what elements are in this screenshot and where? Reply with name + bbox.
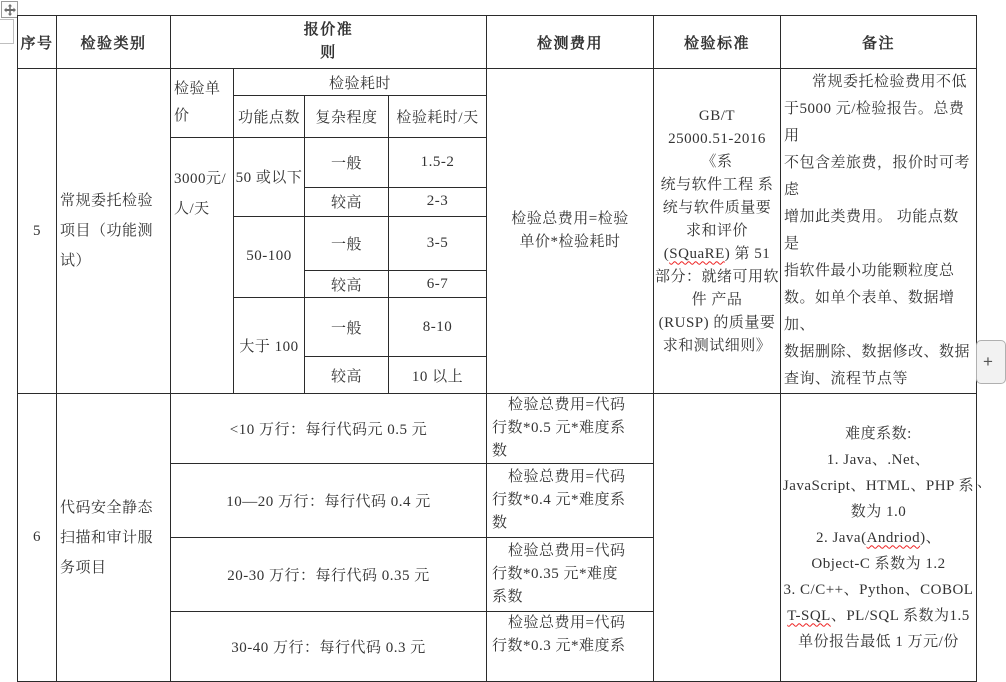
cell-time-header[interactable]: 检验耗时	[234, 69, 487, 96]
cell-fee-6-1[interactable]: 检验总费用=代码 行数*0.5 元*难度系 数	[487, 394, 654, 464]
cell-time[interactable]: 3-5	[389, 216, 487, 271]
col-header-quote-rule[interactable]: 报价准 则	[171, 16, 487, 69]
cell-fee-6-3[interactable]: 检验总费用=代码 行数*0.35 元*难度 系数	[487, 538, 654, 612]
cell-complexity-header[interactable]: 复杂程度	[305, 96, 389, 138]
cell-time[interactable]: 1.5-2	[389, 138, 487, 188]
cell-complexity[interactable]: 一般	[305, 216, 389, 271]
cell-remark-5[interactable]: 常规委托检验费用不低 于5000 元/检验报告。总费用 不包含差旅费，报价时可考虑 增加此类费用。 功能点数是 指软件最小功能颗粒度总 数。如单个表单、数据增加、 数据删除、数据修改、数据 查询、流程节点等	[781, 69, 977, 394]
col-header-category[interactable]: 检验类别	[57, 16, 171, 69]
add-button[interactable]	[976, 340, 1006, 384]
cell-seq-6[interactable]: 6	[18, 394, 57, 682]
cell-standard-5[interactable]: GB/T 25000.51-2016《系 统与软件工程 系 统与软件质量要 求和评价 (SQuaRE) 第 51 部分：就绪可用软 件 产品 (RUSP) 的质量要 求和测试细则》	[654, 69, 781, 394]
table-move-handle[interactable]	[1, 1, 18, 18]
cell-remark-6[interactable]: 难度系数: 1. Java、.Net、 JavaScript、HTML、PHP 系 数为 1.0 2. Java(Andriod)、 Object-C 系数为 1.2 3. C/C++、Python、COBOL T-SQL、PL/SQL 系数为1.5 单份报告最低 1 万元/份	[781, 394, 977, 682]
cell-time[interactable]: 2-3	[389, 187, 487, 216]
table-viewport	[17, 15, 981, 656]
col-header-seq[interactable]: 序号	[18, 16, 57, 69]
pricing-table	[17, 15, 977, 682]
col-header-remark[interactable]: 备注	[781, 16, 977, 69]
cell-tier-label-2[interactable]: 10—20 万行：每行代码 0.4 元	[171, 464, 487, 538]
cell-category-5[interactable]: 常规委托检验 项目（功能测 试）	[57, 69, 171, 394]
cell-fee-5[interactable]: 检验总费用=检验 单价*检验耗时	[487, 69, 654, 394]
col-header-fee[interactable]: 检测费用	[487, 16, 654, 69]
cell-complexity[interactable]: 一般	[305, 138, 389, 188]
cell-time[interactable]: 8-10	[389, 298, 487, 357]
cell-seq-5[interactable]: 5	[18, 69, 57, 394]
cell-fee-6-2[interactable]: 检验总费用=代码 行数*0.4 元*难度系 数	[487, 464, 654, 538]
cell-tier-label-4[interactable]: 30-40 万行：每行代码 0.3 元	[171, 612, 487, 682]
col-header-standard[interactable]: 检验标准	[654, 16, 781, 69]
cell-complexity[interactable]: 较高	[305, 187, 389, 216]
cell-fee-6-4[interactable]: 检验总费用=代码 行数*0.3 元*难度系	[487, 612, 654, 682]
cell-unit-price-value[interactable]: 3000元/ 人/天	[171, 138, 234, 394]
cell-func-points-header[interactable]: 功能点数	[234, 96, 305, 138]
cell-complexity[interactable]: 一般	[305, 298, 389, 357]
cell-time[interactable]: 10 以上	[389, 357, 487, 394]
margin-marker	[0, 19, 14, 44]
cell-points-group-1[interactable]: 50 或以下	[234, 138, 305, 217]
cell-time-days-header[interactable]: 检验耗时/天	[389, 96, 487, 138]
cell-tier-label-1[interactable]: <10 万行：每行代码元 0.5 元	[171, 394, 487, 464]
cell-tier-label-3[interactable]: 20-30 万行：每行代码 0.35 元	[171, 538, 487, 612]
cell-category-6[interactable]: 代码安全静态 扫描和审计服 务项目	[57, 394, 171, 682]
cell-complexity[interactable]: 较高	[305, 357, 389, 394]
overflow-character: 、	[977, 476, 991, 491]
cell-points-group-3[interactable]: 大于 100	[234, 298, 305, 394]
cell-time[interactable]: 6-7	[389, 271, 487, 298]
plus-icon: +	[983, 352, 993, 371]
move-icon	[4, 4, 16, 16]
cell-complexity[interactable]: 较高	[305, 271, 389, 298]
cell-points-group-2[interactable]: 50-100	[234, 216, 305, 298]
cell-unit-price-label[interactable]: 检验单 价	[171, 69, 234, 138]
cell-standard-6[interactable]	[654, 394, 781, 682]
